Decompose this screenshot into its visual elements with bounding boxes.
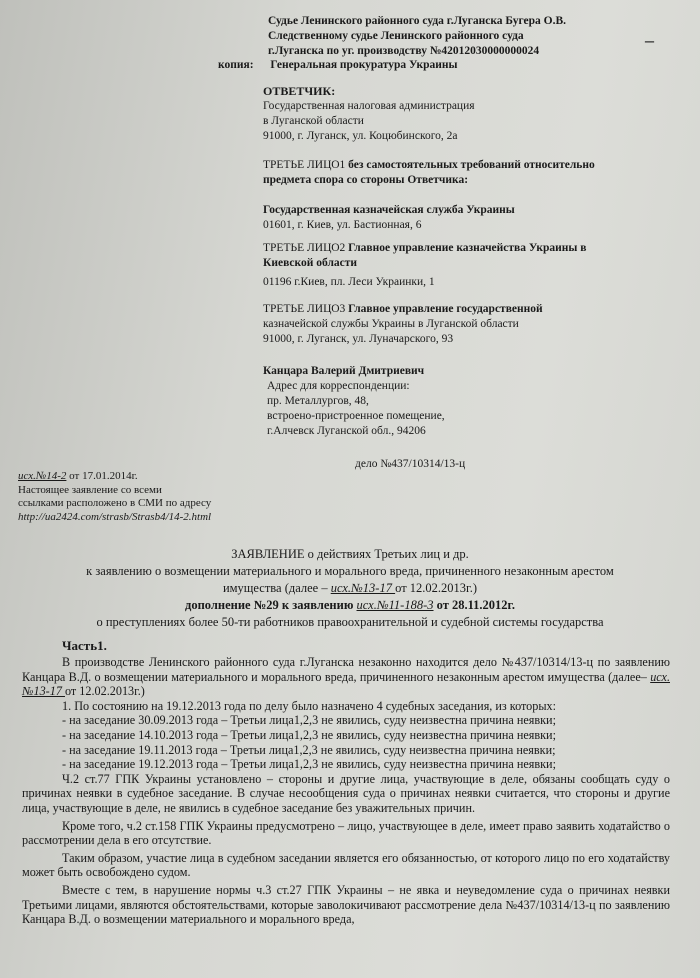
decorative-dash: – — [645, 30, 654, 50]
statement-heading — [20, 546, 680, 631]
part-title: Часть1. — [62, 638, 107, 653]
third3-name: Главное управление государственной — [345, 303, 543, 315]
case-number: дело №437/10314/13-ц — [355, 458, 466, 470]
third2-name: Главное управление казначейства Украины в — [345, 242, 587, 254]
paragraph-2: Ч.2 ст.77 ГПК Украины установлено – стороны и другие лица, участвующие в деле, обязаны сообщать суду о причинах неявки в судебное заседание. В случае несообщения суда о причинах неявки считается, что стороны и другие лица, участвующие в деле, не явились в судебное заседание без уважительных причин. — [22, 771, 670, 815]
sessions-list — [22, 713, 670, 771]
session-item: - на заседание 19.11.2013 года – Третьи лица1,2,3 не явились, суду неизвестна причина неявки; — [62, 742, 556, 757]
third1-desc2: предмета спора со стороны Ответчика: — [263, 174, 469, 186]
addressee-line: Судье Ленинского районного суда г.Луганска Бугера О.В. — [268, 15, 567, 27]
third3-address: 91000, г. Луганск, ул. Луначарского, 93 — [263, 333, 454, 345]
heading-line-2: к заявлению о возмещении материального и морального вреда, причиненного незаконным арестом — [86, 564, 614, 578]
paragraph-1 — [22, 655, 670, 699]
third1-desc: без самостоятельных требований относительно — [345, 159, 595, 171]
respondent-line: 91000, г. Луганск, ул. Коцюбинского, 2а — [263, 130, 458, 142]
para1-tail: от 12.02.2013г.) — [64, 684, 145, 699]
third1-name: Государственная казначейская служба Украины — [263, 204, 515, 216]
plaintiff-block — [263, 364, 445, 439]
plaintiff-line: г.Алчевск Луганской обл., 94206 — [267, 425, 426, 437]
heading-ref2-link[interactable]: исх.№11-188-3 — [356, 598, 434, 612]
heading-line-4a: дополнение №29 к заявлению — [185, 598, 357, 612]
respondent-line: в Луганской области — [263, 115, 364, 127]
heading-line-3b: от 12.02.2013г.) — [395, 581, 478, 595]
heading-line-5: о преступлениях более 50-ти работников правоохранительной и судебной системы государства — [96, 615, 604, 629]
outgoing-note — [18, 470, 211, 524]
session-item: - на заседание 14.10.2013 года – Третьи лица1,2,3 не явились, суду неизвестна причина неявки; — [62, 727, 556, 742]
plaintiff-name: Канцара Валерий Дмитриевич — [263, 365, 425, 377]
item-1: 1. По состоянию на 19.12.2013 года по делу было назначено 4 судебных заседания, из которых: — [62, 698, 557, 713]
third3-name2: казначейской службы Украины в Луганской области — [263, 318, 519, 330]
plaintiff-line: Адрес для корреспонденции: — [267, 380, 410, 392]
heading-line-4b: от 28.11.2012г. — [433, 598, 515, 612]
outgoing-url-link[interactable]: http://ua2424.com/strasb/Strasb4/14-2.html — [18, 510, 212, 523]
third1-label: ТРЕТЬЕ ЛИЦО1 — [263, 159, 346, 171]
copy-line — [218, 59, 458, 71]
outgoing-ref-link[interactable]: исх.№14-2 — [18, 470, 67, 482]
third2-name2: Киевской области — [263, 257, 358, 269]
respondent-block — [263, 84, 475, 144]
para1-ref-link[interactable]: исх.№13-17 — [22, 669, 670, 699]
heading-line-1: ЗАЯВЛЕНИЕ о действиях Третьих лиц и др. — [231, 547, 469, 561]
copy-recipient: Генеральная прокуратура Украины — [270, 59, 458, 71]
addressee-line: г.Луганска по уг. производству №42012030000000024 — [268, 45, 540, 57]
heading-line-3a: имущества (далее – — [222, 581, 331, 595]
plaintiff-line: встроено-пристроенное помещение, — [267, 410, 445, 422]
respondent-title: ОТВЕТЧИК: — [263, 84, 336, 98]
copy-label: копия: — [218, 59, 254, 71]
paragraph-3: Кроме того, ч.2 ст.158 ГПК Украины предусмотрено – лицо, участвующее в деле, имеет право заявить ходатайство о рассмотрении дела в его отсутствие. — [22, 818, 670, 848]
third1-address: 01601, г. Киев, ул. Бастионная, 6 — [263, 219, 422, 231]
session-item: - на заседание 30.09.2013 года – Третьи лица1,2,3 не явились, суду неизвестна причина неявки; — [62, 713, 556, 728]
addressees-block — [268, 14, 566, 59]
outgoing-line: ссылками расположено в СМИ по адресу — [18, 497, 212, 509]
third-party-1-block — [263, 158, 595, 233]
plaintiff-line: пр. Металлургов, 48, — [267, 395, 369, 407]
paragraph-5: Вместе с тем, в нарушение нормы ч.3 ст.27 ГПК Украины – не явка и неуведомление суда о причинах неявки Третьими лицами, являются обстоятельствами, которые заволокичивают рассмотрение дела №437/10314/13-ц по заявлению Канцара В.Д. о возмещении материального и морального вреда, — [22, 882, 670, 927]
third2-label: ТРЕТЬЕ ЛИЦО2 — [263, 242, 346, 254]
third2-address: 01196 г.Киев, пл. Леси Украинки, 1 — [263, 276, 435, 288]
outgoing-date: от 17.01.2014г. — [66, 470, 138, 482]
respondent-line: Государственная налоговая администрация — [263, 100, 475, 112]
para1-text: В производстве Ленинского районного суда г.Луганска незаконно находится дело №437/10314/13-ц по заявлению Канцара В.Д. о возмещении материального и морального вреда, причиненного незаконным арестом имущества (далее– — [22, 655, 670, 684]
third-party-3-block — [263, 302, 543, 347]
third-party-2-block — [263, 241, 586, 290]
document-body — [22, 655, 670, 927]
outgoing-line: Настоящее заявление со всеми — [18, 483, 162, 496]
heading-ref-link[interactable]: исх.№13-17 — [330, 581, 396, 595]
addressee-line: Следственному судье Ленинского районного суда — [268, 30, 524, 42]
paragraph-4: Таким образом, участие лица в судебном заседании является его обязанностью, от которого лицо по его ходатайству может быть освобождено судом. — [22, 850, 670, 880]
session-item: - на заседание 19.12.2013 года – Третьи лица1,2,3 не явились, суду неизвестна причина неявки; — [62, 757, 556, 772]
third3-label: ТРЕТЬЕ ЛИЦО3 — [263, 303, 346, 315]
